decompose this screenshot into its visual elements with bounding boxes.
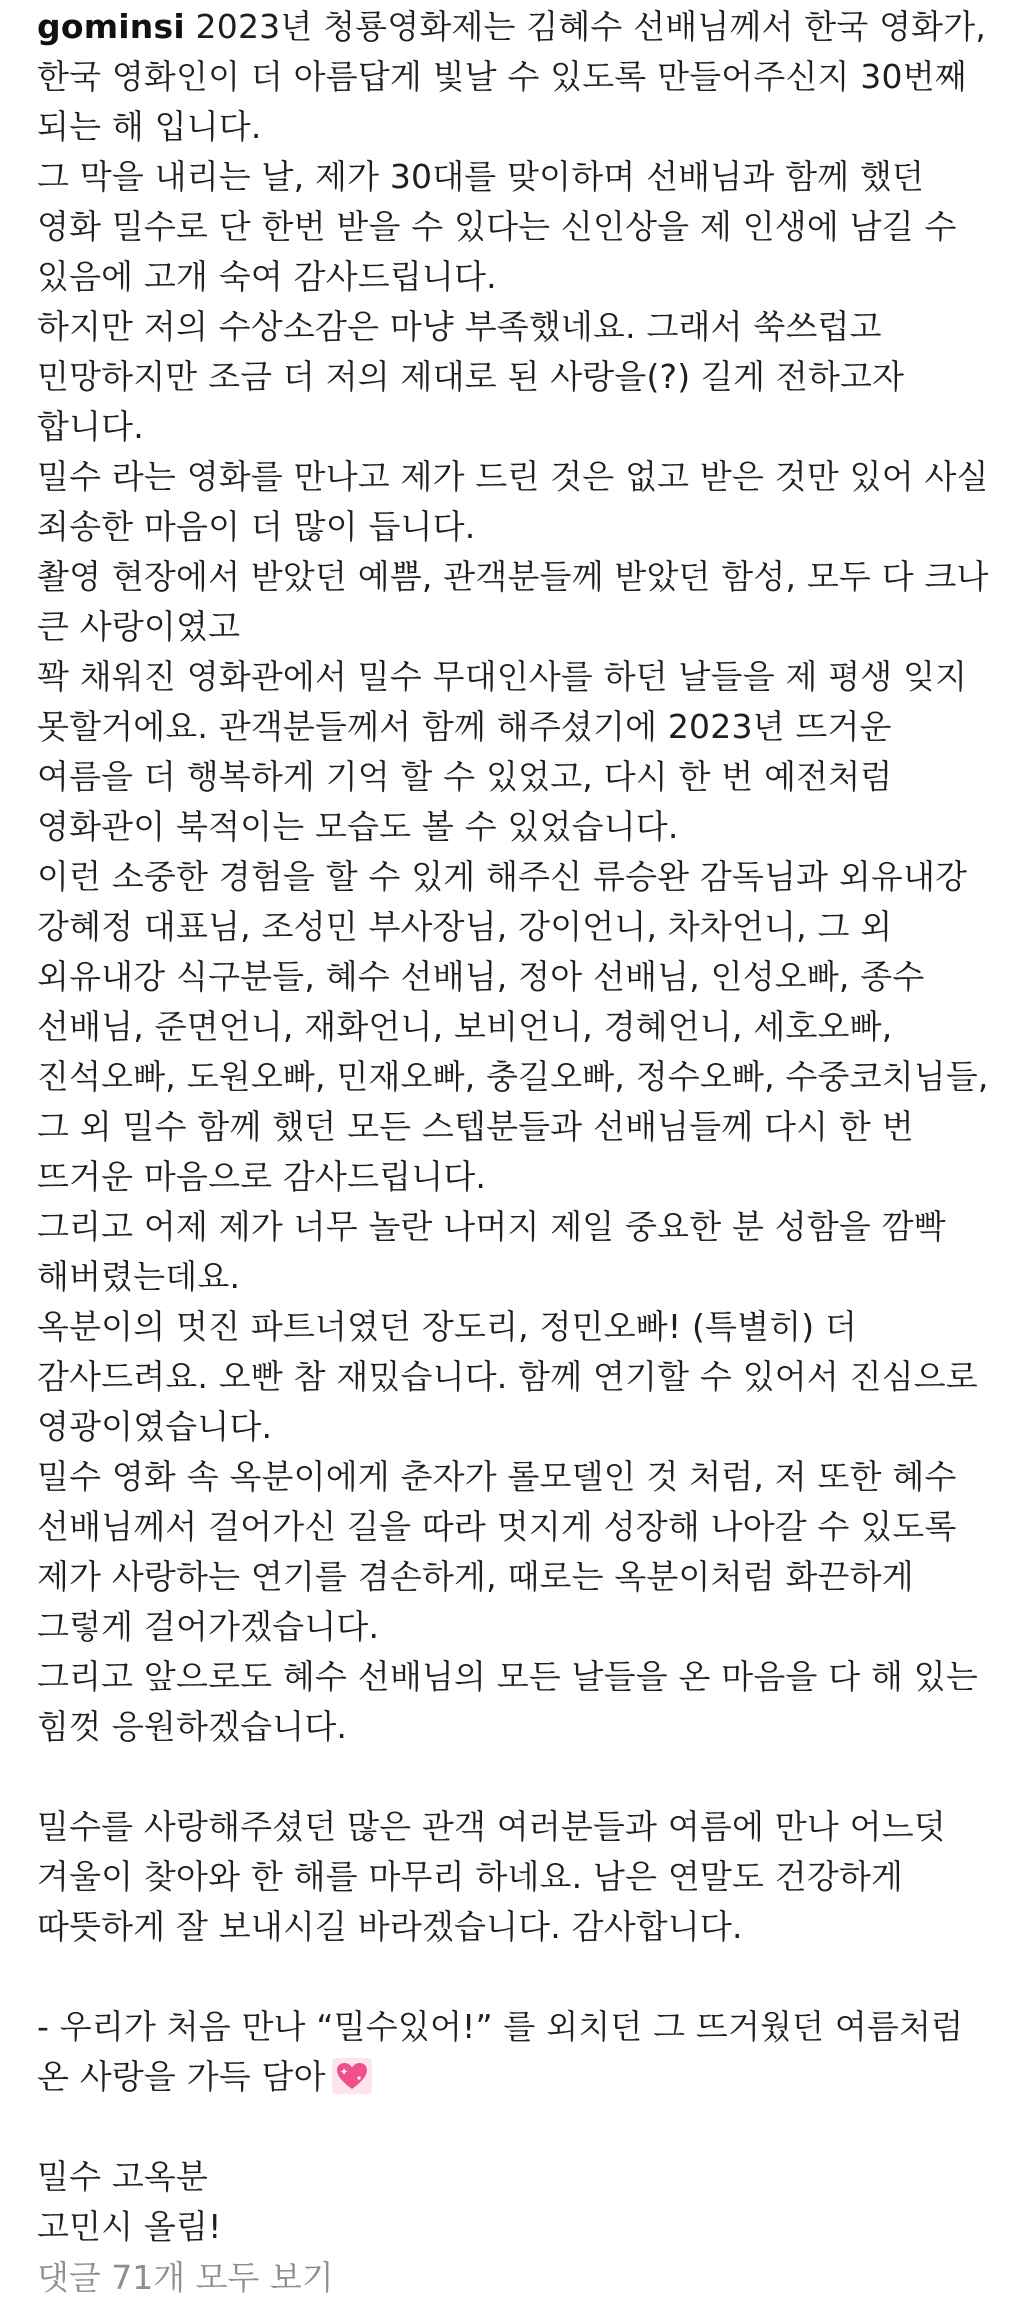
- quote-line: - 우리가 처음 만나 “밀수있어!” 를 외치던 그 뜨거웠던 여름처럼 온 사랑을 가득 담아: [37, 2007, 974, 2096]
- caption-paragraph: 밀수 라는 영화를 만나고 제가 드린 것은 없고 받은 것만 있어 사실 죄송한 마음이 더 많이 듭니다.: [37, 457, 1000, 546]
- closing-paragraph: 밀수를 사랑해주셨던 많은 관객 여러분들과 여름에 만나 어느덧 겨울이 찾아와 한 해를 마무리 하네요. 남은 연말도 건강하게 따뜻하게 잘 보내시길 바라겠습니다. 감사합니다.: [37, 1807, 957, 1946]
- caption-paragraph: 옥분이의 멋진 파트너였던 장도리, 정민오빠! (특별히) 더 감사드려요. 오빤 참 재밌습니다. 함께 연기할 수 있어서 진심으로 영광이였습니다.: [37, 1307, 989, 1446]
- caption-paragraph: 촬영 현장에서 받았던 예쁨, 관객분들께 받았던 함성, 모두 다 크나 큰 사랑이였고: [37, 557, 1000, 646]
- view-all-comments-link[interactable]: 댓글 71개 모두 보기: [37, 2258, 334, 2297]
- username-link[interactable]: gominsi: [37, 7, 185, 46]
- caption-paragraph: 그리고 앞으로도 혜수 선배님의 모든 날들을 온 마음을 다 해 있는 힘껏 응원하겠습니다.: [37, 1657, 989, 1746]
- caption-paragraph: 꽉 채워진 영화관에서 밀수 무대인사를 하던 날들을 제 평생 잊지 못할거에요. 관객분들께서 함께 해주셨기에 2023년 뜨거운 여름을 더 행복하게 기억 할 수 있었고, 다시 한 번 예전처럼 영화관이 북적이는 모습도 볼 수 있었습니다.: [37, 657, 978, 846]
- caption-paragraph: 이런 소중한 경험을 할 수 있게 해주신 류승완 감독님과 외유내강 강혜정 대표님, 조성민 부사장님, 강이언니, 차차언니, 그 외 외유내강 식구분들, 혜수 선배님, 정아 선배님, 인성오빠, 종수 선배님, 준면언니, 재화언니, 보비언니, 경혜언니, 세호오빠, 진석오빠, 도원오빠, 민재오빠, 충길오빠, 정수오빠, 수중코치님들, 그 외 밀수 함께 했던 모든 스텝분들과 선배님들께 다시 한 번 뜨거운 마음으로 감사드립니다.: [37, 857, 1000, 1196]
- caption-paragraph: 그리고 어제 제가 너무 놀란 나머지 제일 중요한 분 성함을 깜빡 해버렸는데요.: [37, 1207, 957, 1296]
- caption-paragraph: 하지만 저의 수상소감은 마냥 부족했네요. 그래서 쑥쓰럽고 민망하지만 조금 더 저의 제대로 된 사랑을(?) 길게 전하고자 합니다.: [37, 307, 915, 446]
- caption-paragraph: 밀수 영화 속 옥분이에게 춘자가 롤모델인 것 처럼, 저 또한 혜수 선배님께서 걸어가신 길을 따라 멋지게 성장해 나아갈 수 있도록 제가 사랑하는 연기를 겸손하게, 때로는 옥분이처럼 화끈하게 그렇게 걸어가겠습니다.: [37, 1457, 968, 1646]
- sparkling-heart-icon: [332, 2058, 372, 2094]
- signature-line: 고민시 올림!: [37, 2207, 222, 2246]
- caption-paragraph: 2023년 청룡영화제는 김혜수 선배님께서 한국 영화가, 한국 영화인이 더 아름답게 빛날 수 있도록 만들어주신지 30번째 되는 해 입니다.: [37, 7, 997, 146]
- signature-line: 밀수 고옥분: [37, 2157, 209, 2196]
- post-caption: [37, 0, 1000, 2252]
- caption-paragraph: 그 막을 내리는 날, 제가 30대를 맞이하며 선배님과 함께 했던 영화 밀수로 단 한번 받을 수 있다는 신인상을 제 인생에 남길 수 있음에 고개 숙여 감사드립니다.: [37, 157, 968, 296]
